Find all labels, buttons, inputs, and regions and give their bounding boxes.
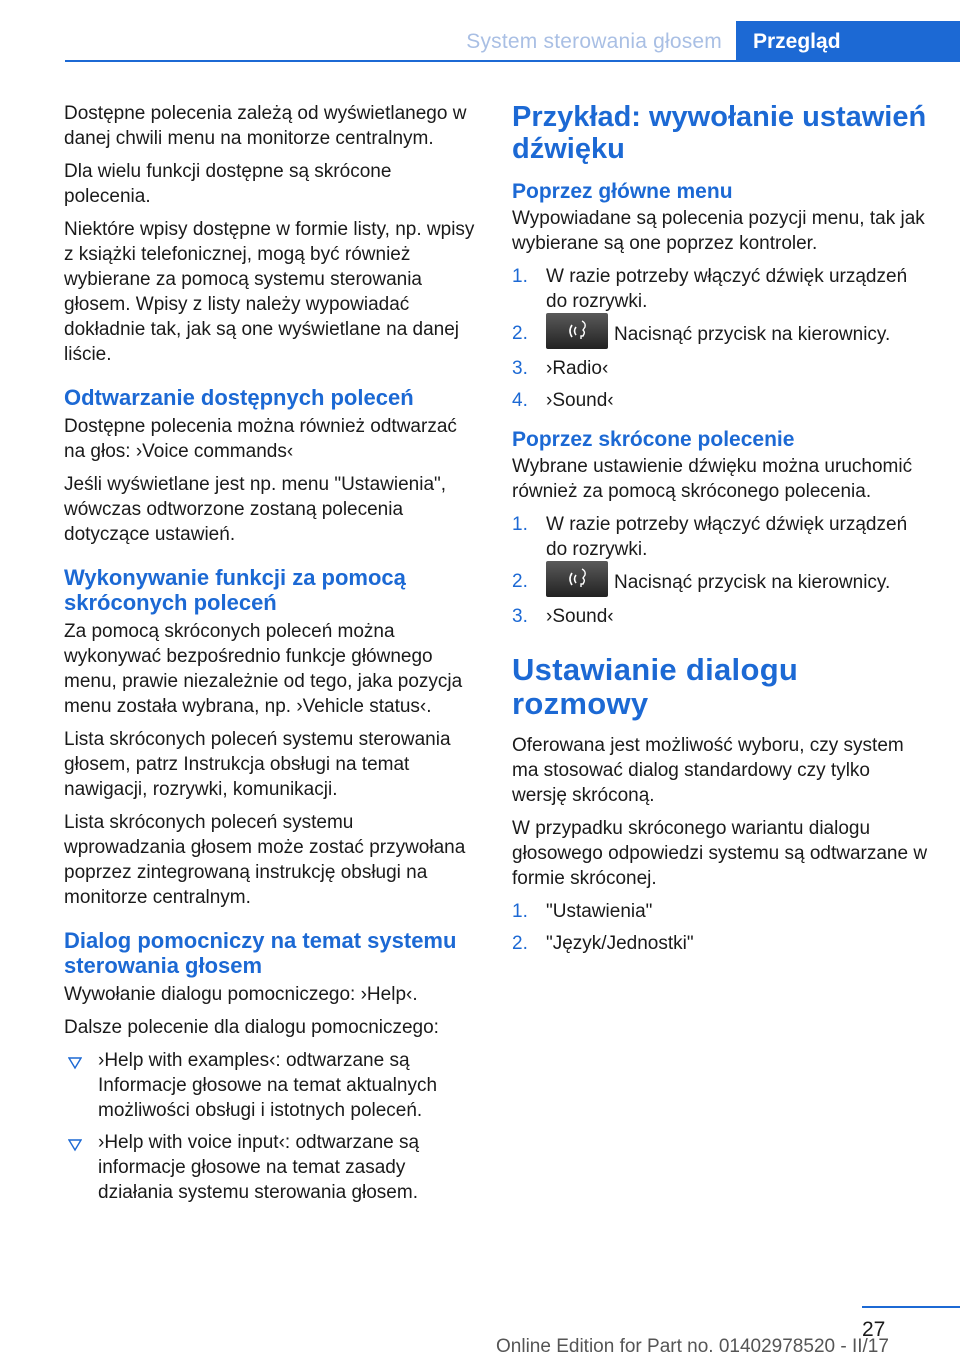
dialog-steps	[512, 899, 928, 956]
chapter-tab: Przegląd	[736, 21, 960, 62]
step-number: 1.	[512, 514, 528, 535]
step-text: "Ustawienia"	[546, 901, 653, 922]
step-text: "Język/Jednostki"	[546, 933, 694, 954]
voice-control-button-icon	[546, 313, 608, 349]
heading-example: Przykład: wywołanie ustawień dźwięku	[512, 101, 927, 165]
list-item	[64, 1048, 480, 1123]
paragraph: Wypowiadane są polecenia pozycji menu, tak jak wybierane są one poprzez kontroler.	[512, 208, 925, 254]
step-text: Nacisnąć przycisk na kierownicy.	[614, 324, 891, 346]
header-rule	[65, 60, 960, 62]
list-item	[512, 356, 928, 381]
left-column	[64, 101, 480, 1213]
paragraph: Dostępne polecenia zależą od wyświetlanego w danej chwili menu na monitorze centralnym.	[64, 103, 467, 149]
triangle-bullet-icon	[68, 1052, 82, 1077]
page-number: 27	[862, 1318, 886, 1341]
list-item-text: ›Help with voice input‹: odtwarzane są informacje głosowe na temat zasady działania systemu sterowania głosem.	[98, 1132, 420, 1203]
paragraph: Lista skróconych poleceń systemu sterowania głosem, patrz Instrukcja obsługi na temat nawigacji, rozrywki, komunikacji.	[64, 729, 451, 800]
heading-main-menu: Poprzez główne menu	[512, 180, 733, 203]
triangle-bullet-icon	[68, 1134, 82, 1159]
page-header	[65, 0, 960, 62]
voice-control-button-icon	[546, 561, 608, 597]
paragraph: Oferowana jest możliwość wyboru, czy system ma stosować dialog standardowy czy tylko wersję skróconą.	[512, 735, 904, 806]
list-item	[512, 899, 928, 924]
step-text: ›Sound‹	[546, 390, 614, 411]
step-number: 2.	[512, 323, 528, 344]
main-menu-steps	[512, 264, 928, 413]
step-text: W razie potrzeby włączyć dźwięk urządzeń do rozrywki.	[546, 514, 908, 560]
step-number: 3.	[512, 606, 528, 627]
list-item	[512, 931, 928, 956]
list-item	[512, 264, 928, 314]
paragraph: Za pomocą skróconych poleceń można wykonywać bezpośrednio funkcje głównego menu, prawie niezależnie od tego, jaka pozycja menu została wybrana, np. ›Vehicle status‹.	[64, 621, 463, 717]
edition-note: Online Edition for Part no. 01402978520 - II/17	[496, 1336, 889, 1357]
list-item	[512, 388, 928, 413]
list-item-text: ›Help with examples‹: odtwarzane są Informacje głosowe na temat aktualnych możliwości obsługi i istotnych poleceń.	[98, 1050, 438, 1121]
section-title: System sterowania głosem	[466, 30, 722, 53]
right-column	[512, 101, 928, 964]
step-number: 2.	[512, 933, 528, 954]
footer-rule	[862, 1306, 960, 1308]
help-bullet-list	[64, 1048, 480, 1205]
paragraph: Wywołanie dialogu pomocniczego: ›Help‹.	[64, 984, 418, 1005]
step-number: 3.	[512, 358, 528, 379]
paragraph: Jeśli wyświetlane jest np. menu "Ustawienia", wówczas odtworzone zostaną polecenia dotyczące ustawień.	[64, 474, 447, 545]
paragraph: Dostępne polecenia można również odtwarzać na głos: ›Voice commands‹	[64, 416, 457, 462]
paragraph: W przypadku skróconego wariantu dialogu głosowego odpowiedzi systemu są odtwarzane w formie skróconej.	[512, 818, 928, 889]
paragraph: Niektóre wpisy dostępne w formie listy, np. wpisy z książki telefonicznej, mogą być również wybierane za pomocą systemu sterowania głosem. Wpisy z listy należy wypowiadać dokładnie tak, jak są one wyświetlane na danej liście.	[64, 219, 475, 365]
heading-shortcut: Wykonywanie funkcji za pomocą skróconych poleceń	[64, 565, 406, 615]
paragraph: Lista skróconych poleceń systemu wprowadzania głosem może zostać przywołana poprzez zintegrowaną instrukcję obsługi na monitorze centralnym.	[64, 812, 466, 908]
shortcut-steps	[512, 512, 928, 629]
heading-help: Dialog pomocniczy na temat systemu sterowania głosem	[64, 928, 457, 978]
step-number: 2.	[512, 571, 528, 592]
heading-shortcut-command: Poprzez skrócone polecenie	[512, 428, 795, 451]
paragraph: Wybrane ustawienie dźwięku można uruchomić również za pomocą skróconego polecenia.	[512, 456, 913, 502]
heading-playback: Odtwarzanie dostępnych poleceń	[64, 385, 414, 410]
list-item	[512, 512, 928, 562]
step-number: 1.	[512, 266, 528, 287]
paragraph: Dla wielu funkcji dostępne są skrócone polecenia.	[64, 161, 392, 207]
step-text: ›Sound‹	[546, 606, 614, 627]
list-item	[512, 321, 928, 349]
step-text: Nacisnąć przycisk na kierownicy.	[614, 572, 891, 594]
step-text: ›Radio‹	[546, 358, 609, 379]
step-text: W razie potrzeby włączyć dźwięk urządzeń do rozrywki.	[546, 266, 908, 312]
step-number: 4.	[512, 390, 528, 411]
step-number: 1.	[512, 901, 528, 922]
list-item	[512, 569, 928, 597]
heading-dialog-settings: Ustawianie dialogu rozmowy	[512, 652, 799, 721]
paragraph: Dalsze polecenie dla dialogu pomocniczego:	[64, 1017, 439, 1038]
list-item	[512, 604, 928, 629]
list-item	[64, 1130, 480, 1205]
